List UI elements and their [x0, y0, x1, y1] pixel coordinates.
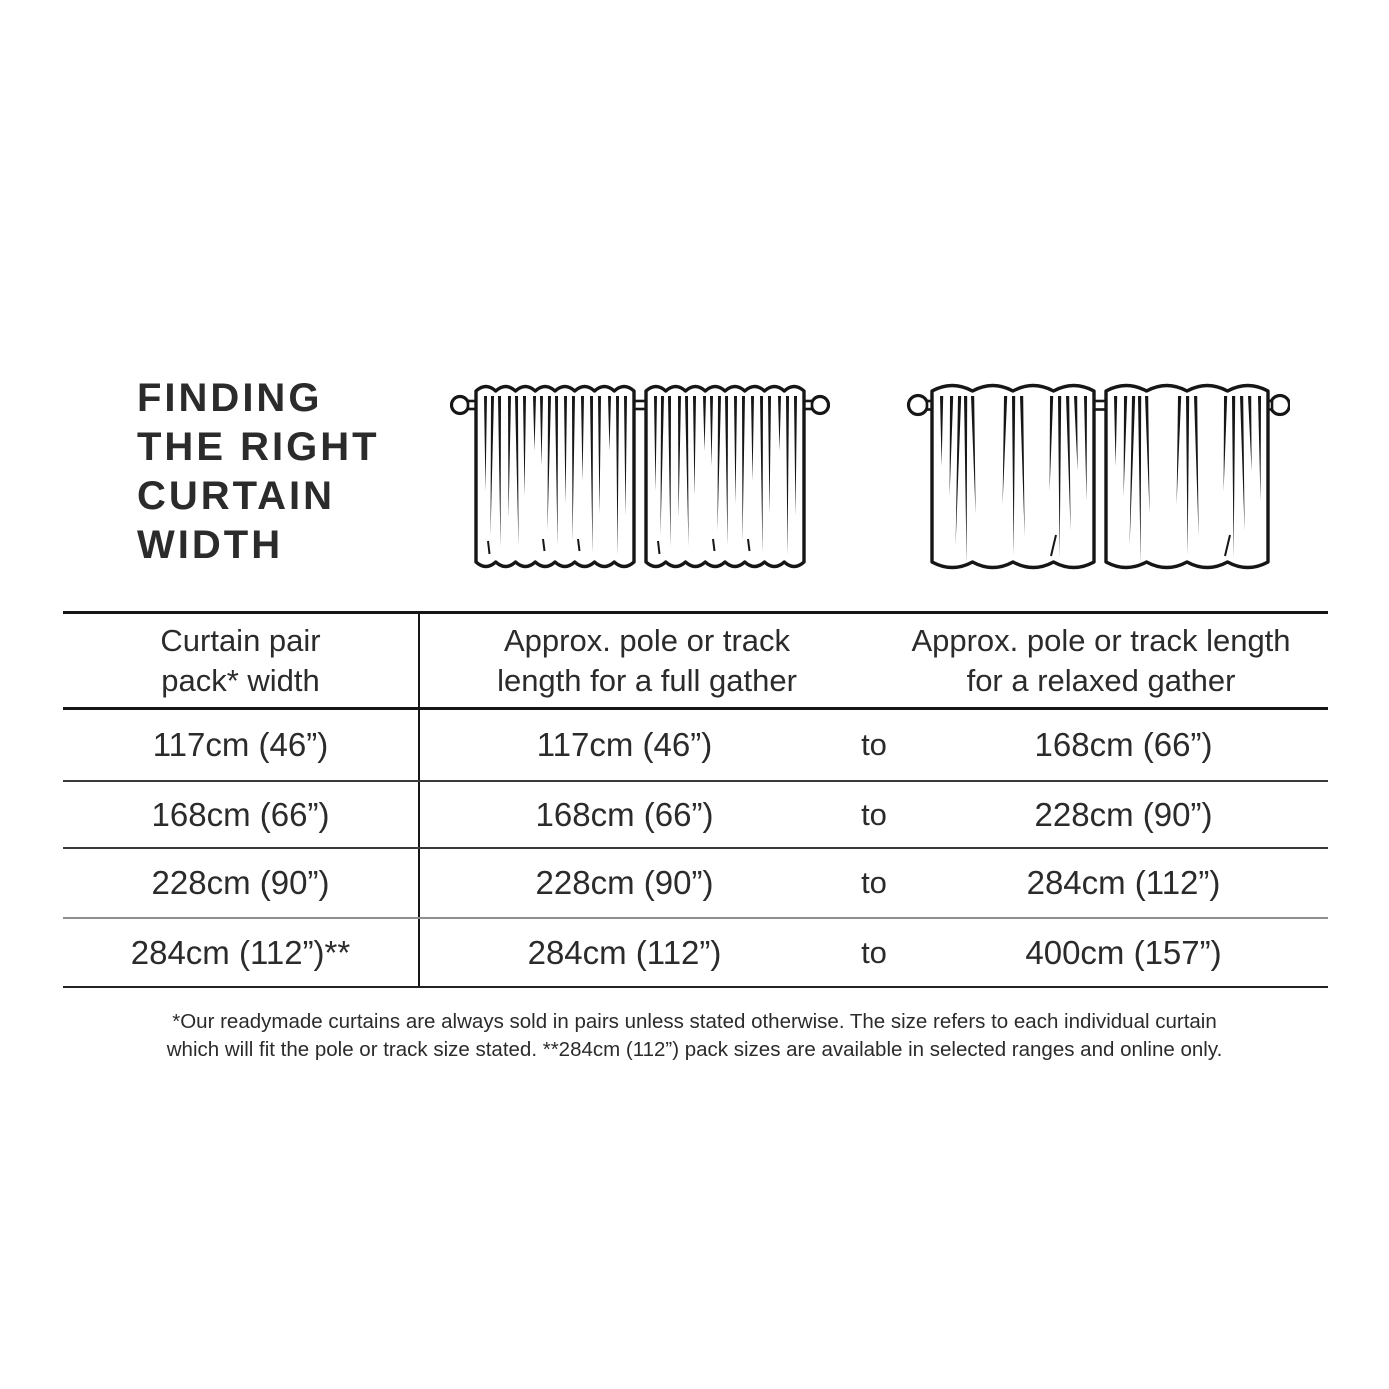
footnote: [0, 1008, 1389, 1064]
relaxed-gather-cell: [919, 782, 1328, 847]
full-gather-value: 168cm (66”): [535, 795, 714, 833]
pack-width-value: 117cm (46”): [152, 726, 329, 763]
curtain-size-table: [63, 611, 1328, 988]
full-gather-value: 117cm (46”): [536, 726, 713, 763]
table-row: [63, 849, 1328, 919]
to-label: to: [861, 934, 887, 970]
full-gather-value: 284cm (112”): [527, 933, 722, 971]
pack-width-value: 228cm (90”): [151, 864, 330, 901]
full-gather-cell: [420, 782, 829, 847]
pack-width-value: 284cm (112”)**: [130, 933, 351, 971]
header-relaxed-gather-line1: Approx. pole or track length: [911, 622, 1291, 658]
to-cell: [829, 919, 919, 986]
to-label: to: [861, 727, 887, 762]
table-row: [63, 710, 1328, 782]
header-pack-width-line1: Curtain pair: [160, 622, 321, 658]
header-full-gather-line2: length for a full gather: [497, 662, 797, 698]
header-full-gather: [420, 614, 874, 707]
header-relaxed-gather-line2: for a relaxed gather: [966, 662, 1236, 698]
pack-width-cell: [63, 710, 420, 780]
relaxed-gather-cell: [919, 710, 1328, 780]
footnote-line-1: *Our readymade curtains are always sold in pairs unless stated otherwise. The size refers to each individual curtain: [172, 1010, 1217, 1033]
header-full-gather-line1: Approx. pole or track: [503, 622, 791, 658]
to-cell: [829, 849, 919, 917]
table-row: [63, 782, 1328, 849]
title-line-4: WIDTH: [137, 523, 284, 567]
pack-width-value: 168cm (66”): [151, 795, 330, 833]
relaxed-gather-curtains-icon: [898, 379, 1290, 579]
title-line-3: CURTAIN: [137, 474, 336, 518]
pack-width-cell: [63, 849, 420, 917]
relaxed-gather-value: 228cm (90”): [1034, 795, 1213, 833]
pack-width-cell: [63, 782, 420, 847]
relaxed-gather-value: 284cm (112”): [1026, 864, 1221, 901]
footnote-line-2: which will fit the pole or track size stated. **284cm (112”) pack sizes are available in selected ranges and online only.: [166, 1038, 1223, 1061]
to-label: to: [861, 796, 887, 832]
to-cell: [829, 782, 919, 847]
full-gather-cell: [420, 710, 829, 780]
full-gather-cell: [420, 919, 829, 986]
full-gather-cell: [420, 849, 829, 917]
relaxed-gather-value: 400cm (157”): [1025, 933, 1222, 971]
relaxed-gather-cell: [919, 849, 1328, 917]
title-line-2: THE RIGHT: [137, 425, 380, 469]
table-header-row: [63, 614, 1328, 710]
header-relaxed-gather: [874, 614, 1328, 707]
title-line-1: FINDING: [137, 376, 323, 420]
header-pack-width-line2: pack* width: [161, 662, 320, 698]
to-label: to: [861, 865, 887, 900]
full-gather-curtains-icon: [450, 379, 830, 579]
header-pack-width: [63, 614, 420, 707]
pack-width-cell: [63, 919, 420, 986]
to-cell: [829, 710, 919, 780]
relaxed-gather-value: 168cm (66”): [1034, 726, 1213, 763]
page-title: [137, 374, 380, 570]
table-row: [63, 919, 1328, 988]
relaxed-gather-cell: [919, 919, 1328, 986]
full-gather-value: 228cm (90”): [535, 864, 714, 901]
